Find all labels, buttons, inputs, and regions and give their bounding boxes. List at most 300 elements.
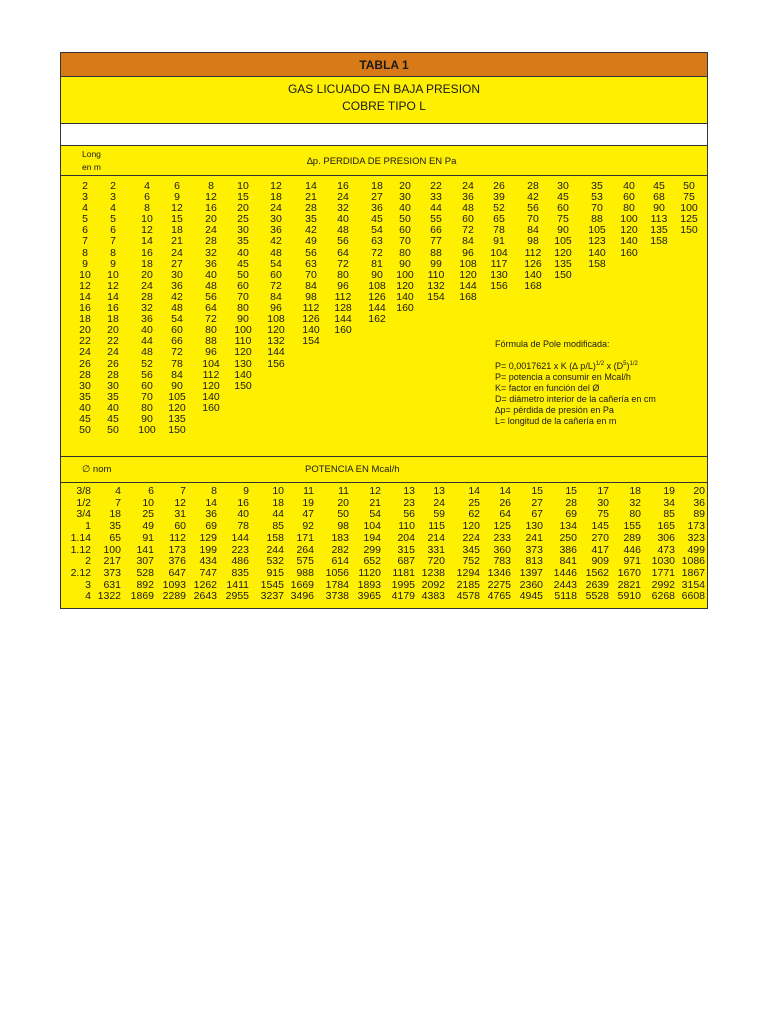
cell: 18 (629, 485, 641, 497)
cell: 40 (141, 324, 153, 337)
cell: 125 (493, 520, 511, 533)
power-column (274, 486, 314, 603)
cell: 6 (148, 485, 154, 497)
cell: 40 (205, 268, 217, 281)
cell: 12 (369, 485, 381, 497)
cell: 160 (334, 324, 352, 337)
cell: 48 (141, 346, 153, 359)
pressure-column (329, 181, 357, 336)
cell: 19 (663, 485, 675, 497)
cell: 8 (144, 202, 150, 215)
cell: 1670 (617, 566, 641, 579)
cell: 90 (557, 224, 569, 237)
cell: 36 (371, 202, 383, 215)
cell: 747 (199, 566, 217, 579)
cell: 30 (270, 213, 282, 226)
cell: 9 (82, 257, 88, 270)
formula-box (495, 339, 656, 427)
cell: 140 (302, 324, 320, 337)
cell: 16 (79, 302, 91, 315)
cell: 8 (208, 180, 214, 192)
cell: 120 (554, 246, 572, 259)
cell: 132 (427, 279, 445, 292)
cell: 14 (499, 485, 511, 497)
cell: 104 (490, 246, 508, 259)
cell: 84 (305, 279, 317, 292)
cell: 24 (337, 191, 349, 204)
cell: 50 (237, 268, 249, 281)
cell: 1.12 (70, 543, 91, 556)
cell: 50 (107, 424, 119, 437)
cell: 55 (430, 213, 442, 226)
cell: 36 (171, 279, 183, 292)
formula-exponent-1: 1/2 (595, 361, 605, 367)
cell: 39 (493, 191, 505, 204)
cell: 140 (234, 368, 252, 381)
cell: 72 (270, 279, 282, 292)
cell: 25 (142, 508, 154, 521)
cell: 6 (174, 180, 180, 192)
definition-p: P= potencia a consumir en Mcal/h (495, 372, 631, 382)
cell: 1446 (553, 566, 577, 579)
cell: 72 (337, 257, 349, 270)
length-column (71, 181, 99, 436)
cell: 2092 (421, 578, 445, 591)
cell: 52 (493, 202, 505, 215)
cell: 345 (462, 543, 480, 556)
cell: 18 (371, 180, 383, 192)
length-header-line-1: Long (82, 149, 101, 159)
cell: 24 (171, 246, 183, 259)
cell: 140 (202, 390, 220, 403)
cell: 532 (266, 555, 284, 568)
cell: 4 (85, 590, 91, 603)
cell: 21 (369, 496, 381, 509)
cell: 44 (430, 202, 442, 215)
pressure-column (454, 181, 482, 303)
cell: 306 (657, 531, 675, 544)
cell: 1056 (325, 566, 349, 579)
cell: 33 (430, 191, 442, 204)
cell: 44 (141, 335, 153, 348)
cell: 18 (107, 313, 119, 326)
cell: 16 (141, 246, 153, 259)
cell: 1120 (358, 566, 381, 579)
cell: 100 (396, 268, 414, 281)
cell: 1869 (130, 590, 154, 603)
cell: 264 (296, 543, 314, 556)
cell: 48 (337, 224, 349, 237)
diameter-header: ∅ nom (82, 464, 112, 475)
cell: 14 (79, 290, 91, 303)
cell: 65 (493, 213, 505, 226)
table-title: TABLA 1 (61, 53, 707, 77)
cell: 45 (107, 412, 119, 425)
cell: 40 (79, 401, 91, 414)
cell: 67 (531, 508, 543, 521)
power-column (209, 486, 249, 603)
cell: 28 (107, 368, 119, 381)
cell: 63 (371, 235, 383, 248)
cell: 112 (524, 246, 542, 259)
cell: 1262 (193, 578, 217, 591)
cell: 155 (623, 520, 641, 533)
cell: 22 (107, 335, 119, 348)
cell: 36 (141, 313, 153, 326)
cell: 28 (141, 290, 153, 303)
cell: 105 (168, 390, 186, 403)
pressure-column (583, 181, 611, 270)
cell: 16 (205, 202, 217, 215)
cell: 3965 (357, 590, 381, 603)
cell: 14 (141, 235, 153, 248)
cell: 5528 (585, 590, 609, 603)
pressure-column (391, 181, 419, 314)
cell: 70 (591, 202, 603, 215)
cell: 25 (237, 213, 249, 226)
cell: 4 (82, 202, 88, 215)
cell: 42 (270, 235, 282, 248)
cell: 1771 (651, 566, 675, 579)
cell: 4383 (421, 590, 445, 603)
cell: 915 (266, 566, 284, 579)
cell: 45 (557, 191, 569, 204)
cell: 3496 (290, 590, 314, 603)
cell: 223 (231, 543, 249, 556)
cell: 373 (525, 543, 543, 556)
cell: 75 (597, 508, 609, 521)
cell: 72 (171, 346, 183, 359)
cell: 752 (462, 555, 480, 568)
cell: 30 (237, 224, 249, 237)
cell: 373 (103, 566, 121, 579)
cell: 80 (205, 324, 217, 337)
definition-dp: ∆p= pérdida de presión en Pa (495, 405, 614, 415)
cell: 20 (141, 268, 153, 281)
cell: 1322 (97, 590, 121, 603)
cell: 69 (205, 520, 217, 533)
cell: 63 (305, 257, 317, 270)
cell: 84 (171, 368, 183, 381)
cell: 6 (82, 224, 88, 237)
cell: 96 (205, 346, 217, 359)
cell: 35 (305, 213, 317, 226)
cell: 2643 (193, 590, 217, 603)
cell: 72 (371, 246, 383, 259)
cell: 16 (107, 302, 119, 315)
cell: 2.12 (70, 566, 91, 579)
cell: 14 (468, 485, 480, 497)
cell: 11 (303, 485, 314, 497)
pressure-column (519, 181, 547, 292)
cell: 614 (331, 555, 349, 568)
cell: 417 (591, 543, 609, 556)
cell: 1545 (260, 578, 284, 591)
cell: 30 (107, 379, 119, 392)
cell: 48 (462, 202, 474, 215)
cell: 1030 (651, 555, 675, 568)
cell: 100 (234, 324, 252, 337)
cell: 9 (174, 191, 180, 204)
cell: 105 (588, 224, 606, 237)
cell: 160 (202, 401, 220, 414)
blank-row (61, 124, 707, 146)
power-header: POTENCIA EN Mcal/h (305, 464, 400, 475)
cell: 56 (141, 368, 153, 381)
cell: 117 (490, 257, 508, 270)
cell: 90 (653, 202, 665, 215)
cell: 32 (629, 496, 641, 509)
pressure-column (363, 181, 391, 325)
cell: 28 (305, 202, 317, 215)
cell: 15 (237, 191, 249, 204)
cell: 40 (399, 202, 411, 215)
cell: 194 (363, 531, 381, 544)
cell: 64 (205, 302, 217, 315)
cell: 4578 (456, 590, 480, 603)
cell: 158 (588, 257, 606, 270)
cell: 36 (205, 257, 217, 270)
cell: 105 (554, 235, 572, 248)
cell: 15 (171, 213, 183, 226)
cell: 652 (363, 555, 381, 568)
cell: 988 (296, 566, 314, 579)
pressure-column (229, 181, 257, 392)
cell: 36 (270, 224, 282, 237)
cell: 446 (623, 543, 641, 556)
formula-main: P= 0,0017621 x K (∆ p/L) (495, 361, 596, 371)
cell: 2 (110, 180, 116, 192)
cell: 130 (234, 357, 252, 370)
pressure-column (133, 181, 161, 436)
cell: 15 (531, 485, 543, 497)
cell: 96 (270, 302, 282, 315)
pressure-column (615, 181, 643, 259)
cell: 4 (115, 485, 121, 497)
cell: 35 (237, 235, 249, 248)
cell: 53 (591, 191, 603, 204)
cell: 14 (107, 290, 119, 303)
cell: 150 (680, 224, 698, 237)
cell: 144 (334, 313, 352, 326)
cell: 10 (107, 268, 119, 281)
cell: 16 (337, 180, 349, 192)
cell: 126 (368, 290, 386, 303)
cell: 2275 (487, 578, 511, 591)
cell: 1411 (226, 578, 249, 591)
pressure-header: ∆p. PERDIDA DE PRESION EN Pa (307, 156, 457, 167)
cell: 77 (430, 235, 442, 248)
cell: 49 (142, 520, 154, 533)
cell: 70 (305, 268, 317, 281)
cell: 528 (136, 566, 154, 579)
cell: 150 (554, 268, 572, 281)
cell: 110 (427, 268, 445, 281)
cell: 173 (687, 520, 705, 533)
cell: 15 (565, 485, 577, 497)
cell: 2821 (617, 578, 641, 591)
cell: 323 (687, 531, 705, 544)
cell: 150 (234, 379, 252, 392)
cell: 42 (305, 224, 317, 237)
cell: 31 (174, 508, 186, 521)
cell: 88 (591, 213, 603, 226)
cell: 13 (433, 485, 445, 497)
cell: 90 (399, 257, 411, 270)
cell: 30 (557, 180, 569, 192)
formula-exponent-2: 5 (623, 361, 627, 367)
cell: 98 (337, 520, 349, 533)
cell: 168 (524, 279, 542, 292)
cell: 270 (591, 531, 609, 544)
cell: 20 (107, 324, 119, 337)
cell: 1867 (681, 566, 705, 579)
cell: 45 (653, 180, 665, 192)
cell: 1.14 (70, 531, 91, 544)
cell: 112 (334, 290, 352, 303)
cell: 7 (82, 235, 88, 248)
cell: 687 (397, 555, 415, 568)
cell: 2955 (225, 590, 249, 603)
cell: 60 (237, 279, 249, 292)
cell: 28 (205, 235, 217, 248)
power-column (405, 486, 445, 603)
cell: 60 (174, 520, 186, 533)
cell: 835 (231, 566, 249, 579)
definition-l: L= longitud de la cañería en m (495, 416, 617, 426)
cell: 5910 (617, 590, 641, 603)
cell: 1181 (392, 566, 415, 579)
cell: 36 (205, 508, 217, 521)
cell: 27 (171, 257, 183, 270)
subtitle-line-1: GAS LICUADO EN BAJA PRESION (287, 82, 481, 96)
cell: 50 (399, 213, 411, 226)
cell: 60 (462, 213, 474, 226)
cell: 45 (237, 257, 249, 270)
cell: 84 (527, 224, 539, 237)
cell: 91 (493, 235, 505, 248)
cell: 92 (302, 520, 314, 533)
cell: 140 (588, 246, 606, 259)
cell: 6 (110, 224, 116, 237)
cell: 42 (527, 191, 539, 204)
cell: 24 (433, 496, 445, 509)
cell: 204 (397, 531, 415, 544)
cell: 233 (493, 531, 511, 544)
cell: 144 (267, 346, 285, 359)
cell: 12 (141, 224, 153, 237)
cell: 96 (462, 246, 474, 259)
cell: 85 (663, 508, 675, 521)
cell: 11 (338, 485, 349, 497)
cell: 62 (468, 508, 480, 521)
cell: 35 (107, 390, 119, 403)
cell: 1893 (357, 578, 381, 591)
cell: 10 (237, 180, 249, 192)
cell: 2289 (162, 590, 186, 603)
cell: 2 (82, 180, 88, 192)
cell: 36 (462, 191, 474, 204)
length-header-line-2: en m (82, 162, 101, 172)
cell: 183 (331, 531, 349, 544)
cell: 154 (302, 335, 320, 348)
cell: 32 (337, 202, 349, 215)
cell: 128 (334, 302, 352, 315)
cell: 1238 (421, 566, 445, 579)
cell: 16 (237, 496, 249, 509)
cell: 2 (85, 555, 91, 568)
subtitle-line-2: COBRE TIPO L (342, 99, 426, 113)
cell: 376 (168, 555, 186, 568)
cell: 10 (79, 268, 91, 281)
cell: 81 (371, 257, 383, 270)
cell: 54 (270, 257, 282, 270)
cell: 36 (693, 496, 705, 509)
cell: 1562 (585, 566, 609, 579)
cell: 4945 (519, 590, 543, 603)
cell: 80 (337, 268, 349, 281)
cell: 1093 (162, 578, 186, 591)
cell: 48 (205, 279, 217, 292)
cell: 132 (267, 335, 285, 348)
cell: 100 (620, 213, 638, 226)
cell: 45 (371, 213, 383, 226)
cell: 28 (565, 496, 577, 509)
cell: 26 (79, 357, 91, 370)
cell: 20 (79, 324, 91, 337)
cell: 108 (368, 279, 386, 292)
cell: 499 (687, 543, 705, 556)
cell: 13 (403, 485, 415, 497)
cell: 70 (527, 213, 539, 226)
cell: 32 (141, 302, 153, 315)
cell: 112 (169, 531, 186, 544)
cell: 40 (237, 508, 249, 521)
formula-equation (495, 361, 656, 372)
cell: 162 (368, 313, 386, 326)
cell: 168 (459, 290, 477, 303)
cell: 18 (270, 191, 282, 204)
cell: 24 (79, 346, 91, 359)
cell: 130 (490, 268, 508, 281)
cell: 30 (597, 496, 609, 509)
cell: 4765 (487, 590, 511, 603)
cell: 20 (399, 180, 411, 192)
pressure-column (297, 181, 325, 347)
cell: 100 (680, 202, 698, 215)
length-header (82, 148, 101, 174)
cell: 10 (141, 213, 153, 226)
cell: 27 (371, 191, 383, 204)
cell: 80 (141, 401, 153, 414)
cell: 72 (462, 224, 474, 237)
cell: 156 (267, 357, 285, 370)
cell: 289 (623, 531, 641, 544)
table-subtitle (61, 77, 707, 124)
cell: 60 (141, 379, 153, 392)
cell: 6268 (651, 590, 675, 603)
cell: 60 (399, 224, 411, 237)
cell: 30 (171, 268, 183, 281)
cell: 8 (110, 246, 116, 259)
cell: 40 (623, 180, 635, 192)
cell: 70 (399, 235, 411, 248)
pressure-column (485, 181, 513, 292)
cell: 3154 (681, 578, 705, 591)
cell: 60 (623, 191, 635, 204)
cell: 135 (168, 412, 186, 425)
cell: 99 (430, 257, 442, 270)
